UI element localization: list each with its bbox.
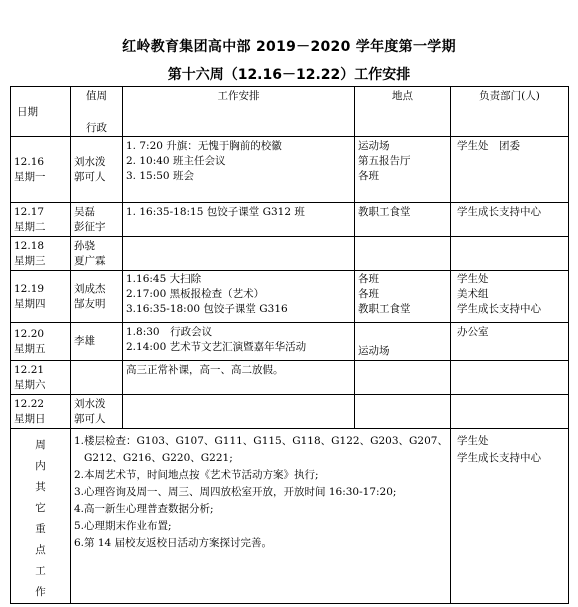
date-text: 12.16 — [14, 155, 45, 168]
label-char: 作 — [35, 586, 46, 598]
other-work-label — [11, 429, 71, 604]
location-item: 教职工食堂 — [358, 206, 411, 218]
work-item: 2. 10:40 班主任会议 — [126, 155, 226, 167]
row-date — [11, 361, 71, 395]
row-date — [11, 271, 71, 323]
row-work — [123, 203, 355, 237]
row-duty — [71, 395, 123, 429]
duty-person: 吴磊 — [74, 205, 95, 218]
table-row — [11, 237, 569, 271]
department-item: 美术组 — [457, 288, 489, 300]
row-duty — [71, 361, 123, 395]
date-text: 12.19 — [14, 282, 45, 295]
row-department — [451, 361, 569, 395]
department-item: 学生处 团委 — [457, 140, 520, 152]
row-location — [355, 323, 451, 361]
duty-person: 刘水泼 — [74, 397, 106, 410]
duty-person: 孙骁 — [74, 239, 95, 252]
date-text: 12.22 — [14, 397, 45, 410]
row-duty — [71, 323, 123, 361]
date-text: 12.20 — [14, 327, 45, 340]
weekday-text: 星期一 — [14, 170, 46, 183]
department-item: 学生成长支持中心 — [457, 206, 541, 218]
other-work-department — [451, 429, 569, 604]
row-date — [11, 137, 71, 203]
table-row — [11, 361, 569, 395]
weekday-text: 星期五 — [14, 342, 46, 355]
date-text: 12.18 — [14, 239, 45, 252]
row-location — [355, 137, 451, 203]
label-char: 它 — [35, 502, 46, 514]
duty-person: 郭可人 — [74, 412, 106, 425]
document-subtitle: 第十六周（12.16－12.22）工作安排 — [167, 67, 411, 83]
row-work — [123, 137, 355, 203]
weekday-text: 星期三 — [14, 254, 46, 267]
department-item: 学生成长支持中心 — [457, 303, 541, 315]
label-char: 工 — [35, 565, 46, 577]
header-department: 负责部门(人) — [451, 87, 569, 137]
duty-person: 刘水泼 — [74, 155, 106, 168]
weekday-text: 星期日 — [14, 412, 46, 425]
label-char: 周 — [35, 439, 46, 451]
row-location — [355, 271, 451, 323]
row-date — [11, 203, 71, 237]
row-department — [451, 137, 569, 203]
other-work-item: 2.本周艺术节，时间地点按《艺术节活动方案》执行; — [74, 469, 319, 481]
row-work — [123, 361, 355, 395]
work-item: 1. 16:35-18:15 包饺子课堂 G312 班 — [126, 206, 305, 218]
row-date — [11, 237, 71, 271]
other-work-item: 6.第 14 届校友返校日活动方案探讨完善。 — [74, 537, 273, 549]
weekday-text: 星期二 — [14, 220, 46, 233]
work-item: 3.16:35-18:00 包饺子课堂 G316 — [126, 303, 288, 315]
department-item: 学生成长支持中心 — [457, 452, 541, 464]
location-item: 教职工食堂 — [358, 303, 411, 315]
row-department — [451, 203, 569, 237]
date-text: 12.21 — [14, 363, 45, 376]
weekday-text: 星期六 — [14, 378, 46, 391]
date-text: 12.17 — [14, 205, 45, 218]
location-item: 第五报告厅 — [358, 155, 411, 167]
header-work: 工作安排 — [123, 87, 355, 137]
work-item: 2.17:00 黑板报检查（艺术） — [126, 288, 265, 300]
location-item: 运动场 — [358, 140, 390, 152]
header-location: 地点 — [355, 87, 451, 137]
duty-person: 夏广霖 — [74, 254, 106, 267]
row-location — [355, 361, 451, 395]
table-row — [11, 271, 569, 323]
duty-person: 彭征宇 — [74, 220, 106, 233]
row-duty — [71, 271, 123, 323]
header-date: 日期 — [11, 87, 71, 137]
location-item: 各班 — [358, 170, 379, 182]
other-work-item: 3.心理咨询及周一、周三、周四放松室开放，开放时间 16:30-17:20; — [74, 486, 397, 498]
label-char: 点 — [35, 544, 46, 556]
work-item: 1. 7:20 升旗：无愧于胸前的校徽 — [126, 140, 282, 152]
other-work-item: 1.楼层检查：G103、G107、G111、G115、G118、G122、G203、G207、 — [74, 435, 448, 447]
other-work-items — [71, 429, 451, 604]
other-work-item: 5.心理期末作业布置; — [74, 520, 172, 532]
row-department — [451, 237, 569, 271]
header-duty — [71, 87, 123, 137]
row-duty — [71, 137, 123, 203]
row-location — [355, 237, 451, 271]
department-item: 办公室 — [457, 326, 489, 338]
table-row — [11, 323, 569, 361]
schedule-table — [10, 86, 569, 604]
label-char: 重 — [35, 523, 46, 535]
label-char: 其 — [35, 481, 46, 493]
duty-person: 刘成杰 — [74, 282, 106, 295]
row-location — [355, 395, 451, 429]
row-work — [123, 271, 355, 323]
document-title: 红岭教育集团高中部 2019－2020 学年度第一学期 — [122, 39, 456, 55]
location-item: 运动场 — [358, 345, 390, 357]
work-item: 3. 15:50 班会 — [126, 170, 194, 182]
location-item — [358, 325, 447, 340]
duty-person: 郭可人 — [74, 170, 106, 183]
label-char: 内 — [35, 460, 46, 472]
table-row — [11, 395, 569, 429]
weekday-text: 星期四 — [14, 297, 46, 310]
header-row — [11, 87, 569, 137]
location-item: 各班 — [358, 288, 379, 300]
row-department — [451, 395, 569, 429]
work-item: 高三正常补课，高一、高二放假。 — [126, 364, 284, 376]
other-work-row — [11, 429, 569, 604]
row-duty — [71, 203, 123, 237]
row-work — [123, 323, 355, 361]
other-work-item: G212、G216、G220、G221; — [84, 452, 233, 464]
other-work-item: 4.高一新生心理普查数据分析; — [74, 503, 214, 515]
row-date — [11, 395, 71, 429]
work-item: 2.14:00 艺术节文艺汇演暨嘉年华活动 — [126, 341, 307, 353]
department-item: 学生处 — [457, 273, 489, 285]
header-duty-line1: 值周 — [86, 90, 107, 102]
header-duty-line2: 行政 — [86, 122, 107, 134]
duty-person: 郜友明 — [74, 297, 106, 310]
row-work — [123, 237, 355, 271]
row-department — [451, 323, 569, 361]
row-location — [355, 203, 451, 237]
duty-person: 李雄 — [74, 335, 95, 347]
location-item: 各班 — [358, 273, 379, 285]
work-item: 1.8:30 行政会议 — [126, 326, 213, 338]
table-row — [11, 203, 569, 237]
row-date — [11, 323, 71, 361]
row-department — [451, 271, 569, 323]
row-duty — [71, 237, 123, 271]
work-item: 1.16:45 大扫除 — [126, 273, 202, 285]
department-item: 学生处 — [457, 435, 489, 447]
table-row — [11, 137, 569, 203]
row-work — [123, 395, 355, 429]
